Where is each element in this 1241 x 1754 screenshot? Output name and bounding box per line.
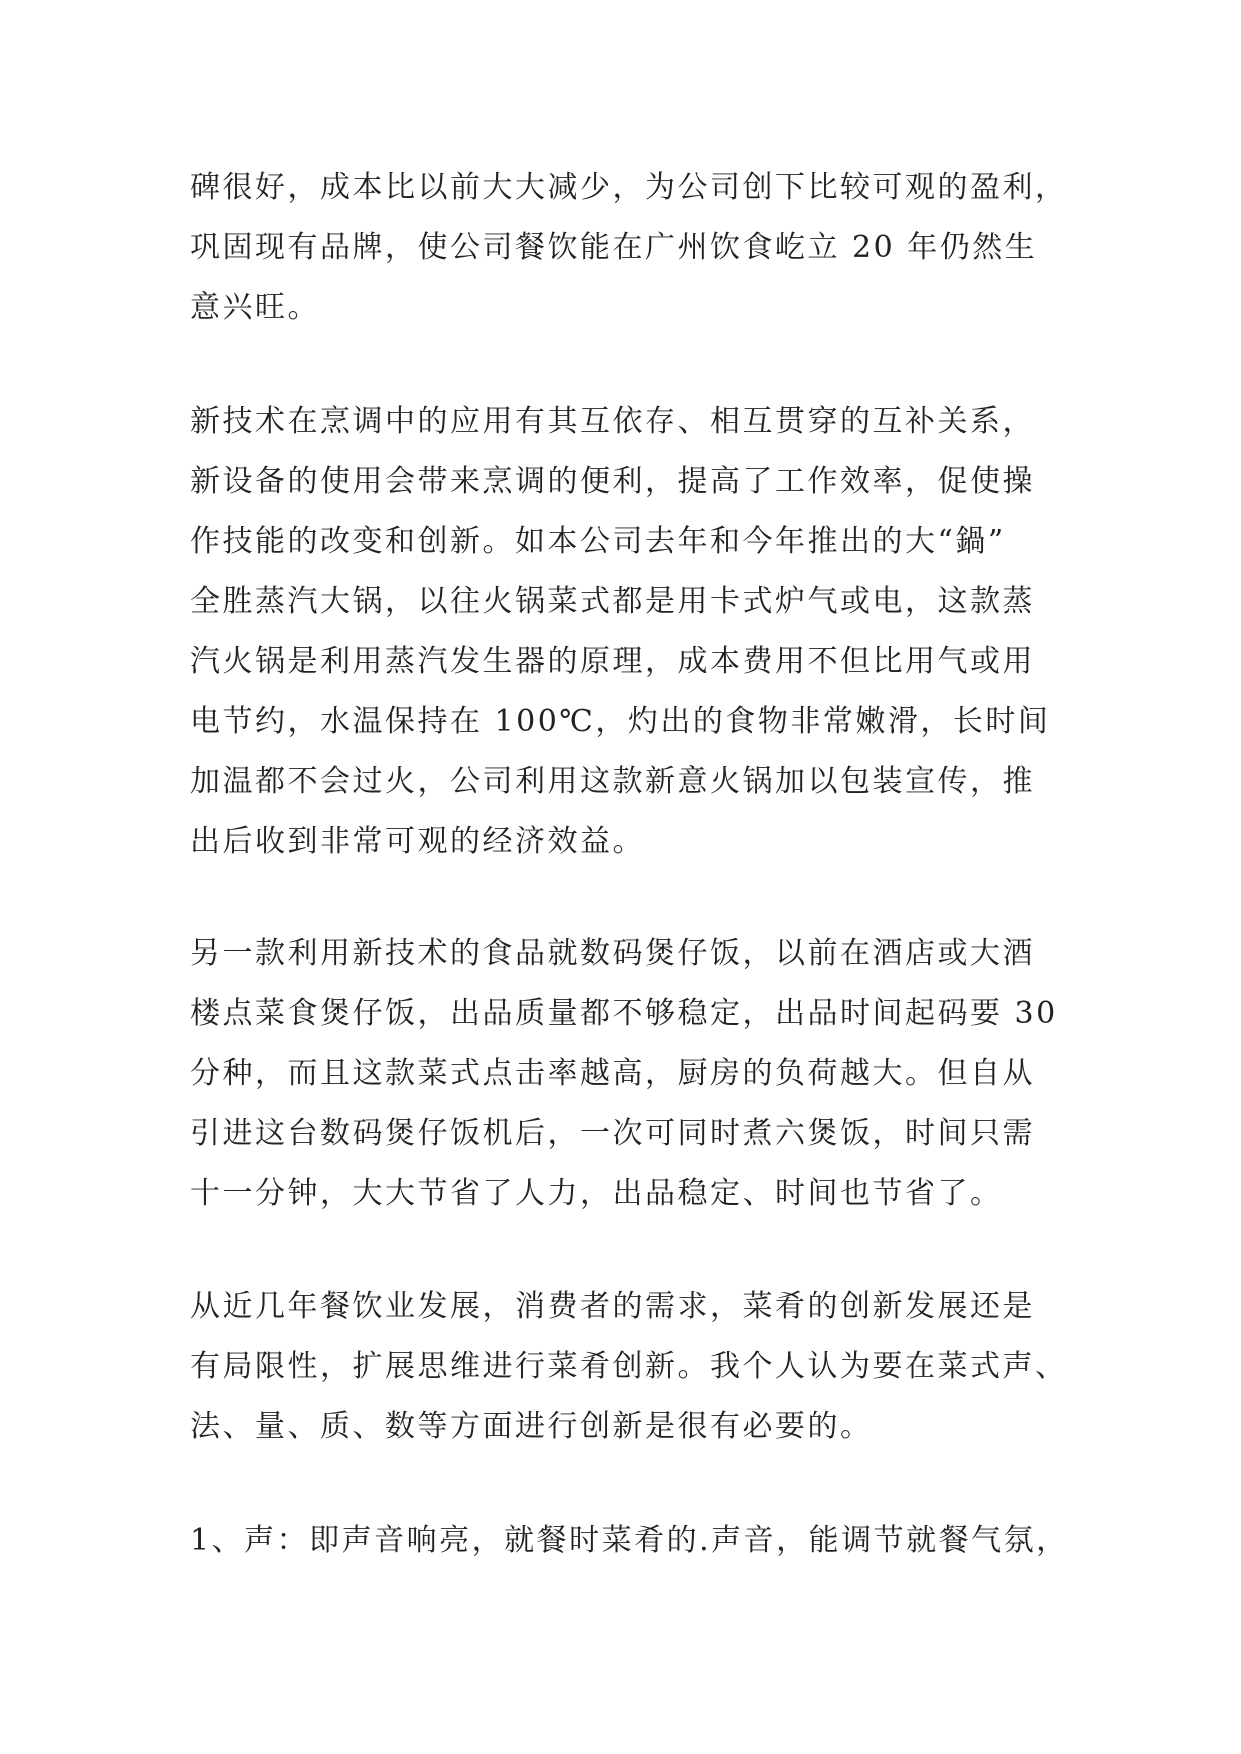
paragraph-line: 作技能的改变和创新。如本公司去年和今年推出的大“鍋” [190,524,1006,559]
paragraph-line: 新设备的使用会带来烹调的便利，提高了工作效率，促使操 [190,464,1035,499]
paragraph-line: 汽火锅是利用蒸汽发生器的原理，成本费用不但比用气或用 [190,644,1035,679]
paragraph-line: 新技术在烹调中的应用有其互依存、相互贯穿的互补关系， [190,404,1035,439]
paragraph-3 [190,924,1058,1224]
paragraph-line: 另一款利用新技术的食品就数码煲仔饭，以前在酒店或大酒 [190,936,1035,971]
paragraph-line: 引进这台数码煲仔饭机后，一次可同时煮六煲饭，时间只需 [190,1116,1035,1151]
paragraph-4 [190,1277,1068,1457]
paragraph-line: 法、量、质、数等方面进行创新是很有必要的。 [190,1409,873,1444]
paragraph-line: 从近几年餐饮业发展，消费者的需求，菜肴的创新发展还是 [190,1289,1035,1324]
paragraph-1 [190,158,1068,338]
paragraph-line: 电节约，水温保持在 100℃，灼出的食物非常嫩滑，长时间 [190,704,1051,739]
paragraph-line: 十一分钟，大大节省了人力，出品稳定、时间也节省了。 [190,1176,1003,1211]
paragraph-line: 有局限性，扩展思维进行菜肴创新。我个人认为要在菜式声、 [190,1349,1068,1384]
paragraph-line: 出后收到非常可观的经济效益。 [190,824,645,859]
paragraph-line: 分种，而且这款菜式点击率越高，厨房的负荷越大。但自从 [190,1056,1035,1091]
paragraph-line: 楼点菜食煲仔饭，出品质量都不够稳定，出品时间起码要 30 [190,996,1058,1031]
paragraph-line: 碑很好，成本比以前大大减少，为公司创下比较可观的盈利， [190,170,1068,205]
paragraph-line: 1、声：即声音响亮，就餐时菜肴的.声音，能调节就餐气氛， [190,1523,1069,1558]
paragraph-line: 意兴旺。 [190,290,320,325]
paragraph-line: 巩固现有品牌，使公司餐饮能在广州饮食屹立 20 年仍然生 [190,230,1038,265]
paragraph-2 [190,392,1050,872]
paragraph-5 [190,1511,1069,1571]
paragraph-line: 加温都不会过火，公司利用这款新意火锅加以包装宣传，推 [190,764,1035,799]
paragraph-line: 全胜蒸汽大锅，以往火锅菜式都是用卡式炉气或电，这款蒸 [190,584,1035,619]
